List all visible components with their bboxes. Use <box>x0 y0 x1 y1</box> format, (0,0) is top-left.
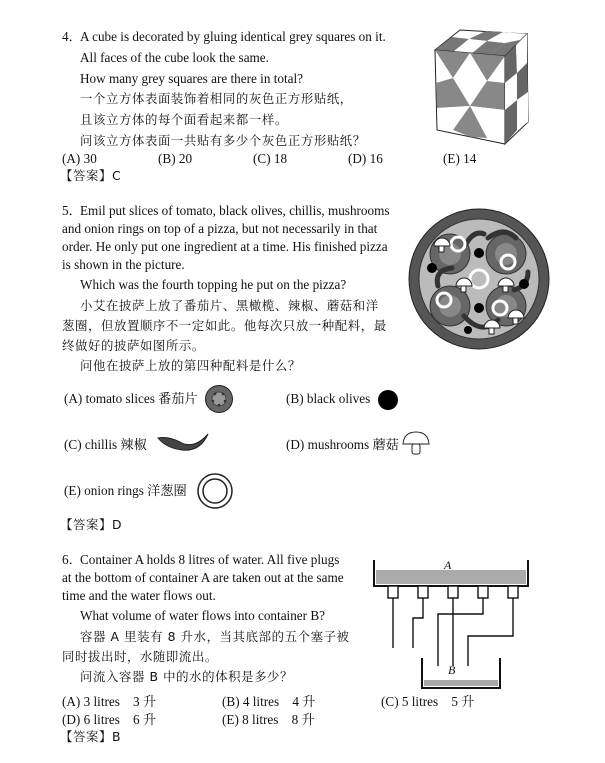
pizza-figure <box>408 208 550 350</box>
q6-text-en-2: at the bottom of container A are taken out at the same <box>62 570 344 585</box>
q4-option-a: (A) 30 <box>62 151 97 166</box>
q4-text-cn-3: 问该立方体表面一共贴有多少个灰色正方形贴纸？ <box>80 133 366 148</box>
q4-option-b: (B) 20 <box>158 151 193 166</box>
q5-number: 5． <box>62 203 82 218</box>
q4-option-d: (D) 16 <box>348 151 383 166</box>
q5-text-cn-2: 葱圈，但放置顺序不一定如此。他每次只放一种配料，最 <box>62 318 387 333</box>
q5-text-en-4: is shown in the picture. <box>62 257 185 272</box>
q6-option-d: (D) 6 litres 6 升 <box>62 712 157 727</box>
q6-number: 6． <box>62 552 82 567</box>
q5-text-cn-1: 小艾在披萨上放了番茄片、黑橄榄、辣椒、蘑菇和洋 <box>80 298 379 313</box>
q6-text-cn-1: 容器 A 里装有 8 升水，当其底部的五个塞子被 <box>80 629 350 644</box>
q5-option-b: (B) black olives <box>286 391 371 406</box>
chilli-icon <box>156 430 210 454</box>
container-b-label: B <box>448 663 456 677</box>
q5-text-en-5: Which was the fourth topping he put on the pizza? <box>80 277 347 292</box>
q6-answer: 【答案】B <box>60 729 122 744</box>
q6-option-c: (C) 5 litres 5 升 <box>381 694 475 709</box>
q6-option-b: (B) 4 litres 4 升 <box>222 694 316 709</box>
cube-figure <box>425 28 535 148</box>
q5-option-d: (D) mushrooms 蘑菇 <box>286 437 399 452</box>
q4-option-e: (E) 14 <box>443 151 477 166</box>
q4-text-en-2: All faces of the cube look the same. <box>80 50 269 65</box>
q5-option-c: (C) chillis 辣椒 <box>64 437 147 452</box>
container-diagram <box>368 556 534 696</box>
q5-option-a: (A) tomato slices 番茄片 <box>64 391 198 406</box>
q4-number: 4． <box>62 29 82 44</box>
q5-text-en-3: order. He only put one ingredient at a time. His finished pizza <box>62 239 388 254</box>
mushroom-icon <box>402 430 430 456</box>
q4-text-en-1: A cube is decorated by gluing identical grey squares on it. <box>80 29 386 44</box>
q5-text-cn-4: 问他在披萨上放的第四种配料是什么？ <box>80 358 301 373</box>
q4-option-c: (C) 18 <box>253 151 288 166</box>
q5-text-en-2: and onion rings on top of a pizza, but not necessarily in that <box>62 221 378 236</box>
tomato-slice-icon <box>204 384 234 414</box>
q6-option-a: (A) 3 litres 3 升 <box>62 694 157 709</box>
q6-text-en-1: Container A holds 8 litres of water. All five plugs <box>80 552 340 567</box>
q4-text-en-3: How many grey squares are there in total? <box>80 71 304 86</box>
q5-text-en-1: Emil put slices of tomato, black olives, chillis, mushrooms <box>80 203 390 218</box>
q6-text-cn-3: 问流入容器 B 中的水的体积是多少？ <box>80 669 294 684</box>
q5-option-e: (E) onion rings 洋葱圈 <box>64 483 187 498</box>
container-a-label: A <box>444 558 452 572</box>
q6-text-en-4: What volume of water flows into container B? <box>80 608 325 623</box>
q4-text-cn-1: 一个立方体表面装饰着相同的灰色正方形贴纸， <box>80 91 353 106</box>
q5-answer: 【答案】D <box>60 517 123 532</box>
q4-text-cn-2: 且该立方体的每个面看起来都一样。 <box>80 112 288 127</box>
q6-option-e: (E) 8 litres 8 升 <box>222 712 315 727</box>
black-olive-icon <box>377 389 399 411</box>
q5-text-cn-3: 终做好的披萨如图所示。 <box>62 338 205 353</box>
q4-answer: 【答案】C <box>60 168 122 183</box>
q6-text-cn-2: 同时拔出时，水随即流出。 <box>62 649 218 664</box>
onion-ring-icon <box>196 472 234 510</box>
q6-text-en-3: time and the water flows out. <box>62 588 216 603</box>
